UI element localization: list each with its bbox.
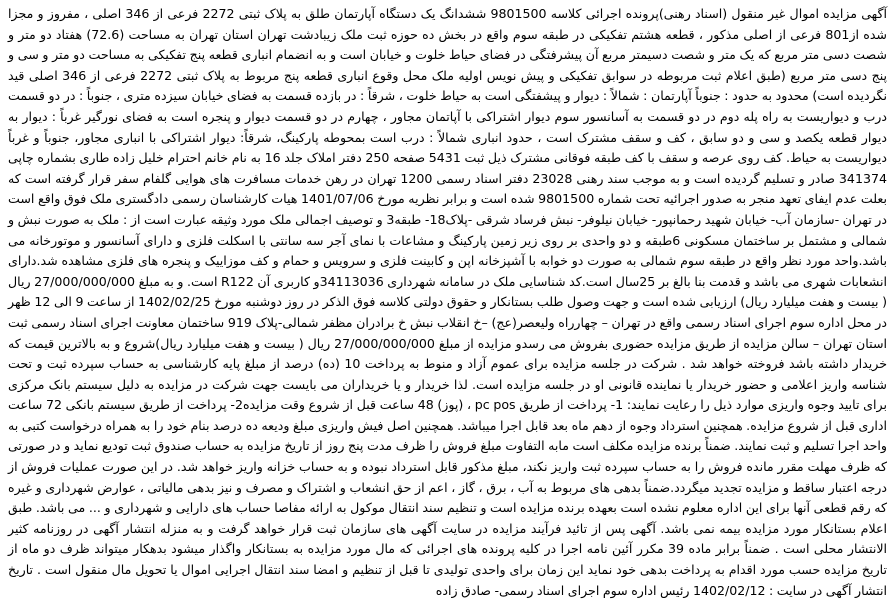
auction-notice-text: آگهی مزایده اموال غیر منقول (اسناد رهنی)پرونده اجرائی کلاسه 9801500 ششدانگ یک دستگاه آپارتمان طلق به پلاک ثبتی 2272 فرعی از 346 اصلی ، مفروز و مجزا شده از801 فرعی از اصلی مذکور ، قطعه هشتم تفکیکی در طبقه سوم واقع در بخش ده حوزه ثبت ملک زیبادشت تهران استان تهران به مساحت (72.6) هفتاد دو متر و شصت دسی متر مربع که یک متر و شصت دسیمتر مربع آن پیشرفتگی در فضای حیاط خلوت و خیابان است و به انضمام انباری قطعه پنج تفکیکی به مساحت دو متر و سی و پنج دسی متر مربع (طبق اعلام ثبت مربوطه در سوابق تفکیکی و پیش نویس اولیه ملک محل وقوع انباری قطعه پنج مربوط به پلاک ثبتی 2272 فرعی از 346 اصلی قید نگردیده است) محدود به حدود : جنوباً آپارتمان : شمالاً : دیوار و پیشفتگی است به حیاط خلوت ، شرقاً : در بازده قسمت به فضای خیابان سیزده متری ، جنوباً : در دو قسمت درب و دیواریست به راه پله دوم در دو قسمت به آسانسور سوم دیوار اشتراکی با آپاتمان مجاور ، چهارم در دو قسمت دیوار و پنجره است به فضای نورگیر غرباً : دیوار به دیوار قطعه یکصد و سی و دو سابق ، کف و سقف مشترک است ، حدود انباری شمالاً : درب است بمحوطه پارکینگ، شرقاً: دیوار اشتراکی با انباری مجاور، جنوباً و غرباً دیواریست به حیاط. کف روی عرصه و سقف با کف طبقه فوقانی مشترک ذیل ثبت 5431 صفحه 250 دفتر املاک جلد 16 به نام خانم احترام خلیل زاده طاری بشماره چاپی 341374 صادر و تسلیم گردیده است و به موجب سند رهنی 23028 دفتر اسناد رسمی 1200 تهران در رهن خدمات مسافرت های هوایی گلفام سفر قرار گرفته است که بعلت عدم ایفای تعهد منجر به صدور اجرائیه تحت شماره 9801500 شده است و برابر نظریه مورخ 1401/07/06 هیات کارشناسان رسمی دادگستری ملک فوق واقع است در تهران -سازمان آب- خیابان شهید رحمانپور- خیابان نیلوفر- نبش فرساد شرقی -پلاک18- طبقه3 و توصیف اجمالی ملک مورد وثیقه عبارت است از : ملک به صورت نبش و شمالی و مشتمل بر ساختمان مسکونی 6طبقه و دو واحدی بر روی زیر زمین پارکینگ و مشاعات با نمای آجر سه سانتی با اسکلت فلزی و دارای آسانسور و موتورخانه می باشد.واحد مورد نظر واقع در طبقه سوم شمالی به صورت دو خوابه با آشپزخانه اپن و کابینت فلزی و سرویس و حمام و کف موزاییک و پنجره های فلزی مشاهده شد.دارای انشعابات شهری می باشد و قدمت بنا بالغ بر 25سال است.کد شناسایی ملک در سامانه شهرداری 34113036و کاربری آن R122 است. و به مبلغ 27/000/000/000 ریال ( بیست و هفت میلیارد ریال) ارزیابی شده است و جهت وصول طلب بستانکار و حقوق دولتی کلاسه فوق الذکر در روز دوشنبه مورخ 1402/02/25 از ساعت 9 الی 12 ظهر در محل اداره سوم اجرای اسناد رسمی واقع در تهران – چهارراه ولیعصر(عج) –خ انقلاب نبش خ برادران مظفر شمالی-پلاک 919 ساختمان معاونت اجرای اسناد رسمی ثبت استان تهران – سالن مزایده از طریق مزایده حضوری بفروش می رسدو مزایده از مبلغ 27/000/000/000 ریال ( بیست و هفت میلیارد ریال)شروع و به بالاترین قیمت که خریدار داشته باشد فروخته خواهد شد . شرکت در جلسه مزایده برای عموم آزاد و منوط به پرداخت 10 (ده) درصد از مبلغ پایه کارشناسی به حساب سپرده ثبت و تحت شناسه واریز اعلامی و حضور خریدار یا نماینده قانونی او در جلسه مزایده است. لذا خریدار و یا خریداران می بایست جهت شرکت در مزایده به دلیل سیستم بانک مرکزی برای تایید وجوه واریزی موارد ذیل را رعایت نمایند: 1- پرداخت از طریق pc pos ، (پوز) 48 ساعت قبل از شروع وقت مزایده2- پرداخت از طریق سیستم بانکی 72 ساعت اداری قبل از شروع مزایده. همچنین استرداد وجوه از دهم ماه بعد قابل اجرا میباشد. همچنین اصل فیش واریزی مبلغ ودیعه ده درصد بنام خود را به همراه درخواست کتبی به واحد اجرا تسلیم و ثبت نمایند. ضمناً برنده مزایده مکلف است مابه التفاوت مبلغ فروش را ظرف مدت پنج روز از تاریخ مزایده به حساب صندوق ثبت تودیع نماید و در صورتی که ظرف مهلت مقرر مانده فروش را به حساب سپرده ثبت واریز نکند، مبلغ مذکور قابل استرداد نبوده و به حساب خزانه واریز خواهد شد. در این صورت عملیات فروش از درجه اعتبار ساقط و مزایده تجدید میگردد.ضمناً بدهی های مربوط به آب ، برق ، گاز ، اعم از حق انشعاب و اشتراک و مصرف و نیز بدهی مالیاتی ، عوارض شهرداری و غیره که رقم قطعی آنها برای این اداره معلوم نشده است بعهده برنده مزایده است و تنظیم سند انتقال موکول به ارائه مفاصا حساب های دارایی و شهرداری و ... می باشد. طبق اعلام بستانکار مورد مزایده بیمه نمی باشد. آگهی پس از تائید فرآیند مزایده در سایت آگهی های سازمان ثبت قرار خواهد گرفت و به منزله انتشار آگهی در روزنامه کثیر الانتشار محلی است . ضمناً برابر ماده 39 مکرر آئین نامه اجرا در کلیه پرونده های اجرائی که مال مورد مزایده به بستانکار واگذار میشود بدهکار میتواند ظرف دو ماه از تاریخ مزایده حسب مورد اقدام به پرداخت بدهی خود نماید این زمان برای واحدی تولیدی تا قبل از تنظیم و امضا سند انتقال اجرایی اموال یا تحویل مال منقول است . تاریخ انتشار آگهی در سایت : 1402/02/12 رئیس اداره سوم اجرای اسناد رسمی- صادق زاده xyxy=(8,6,888,598)
